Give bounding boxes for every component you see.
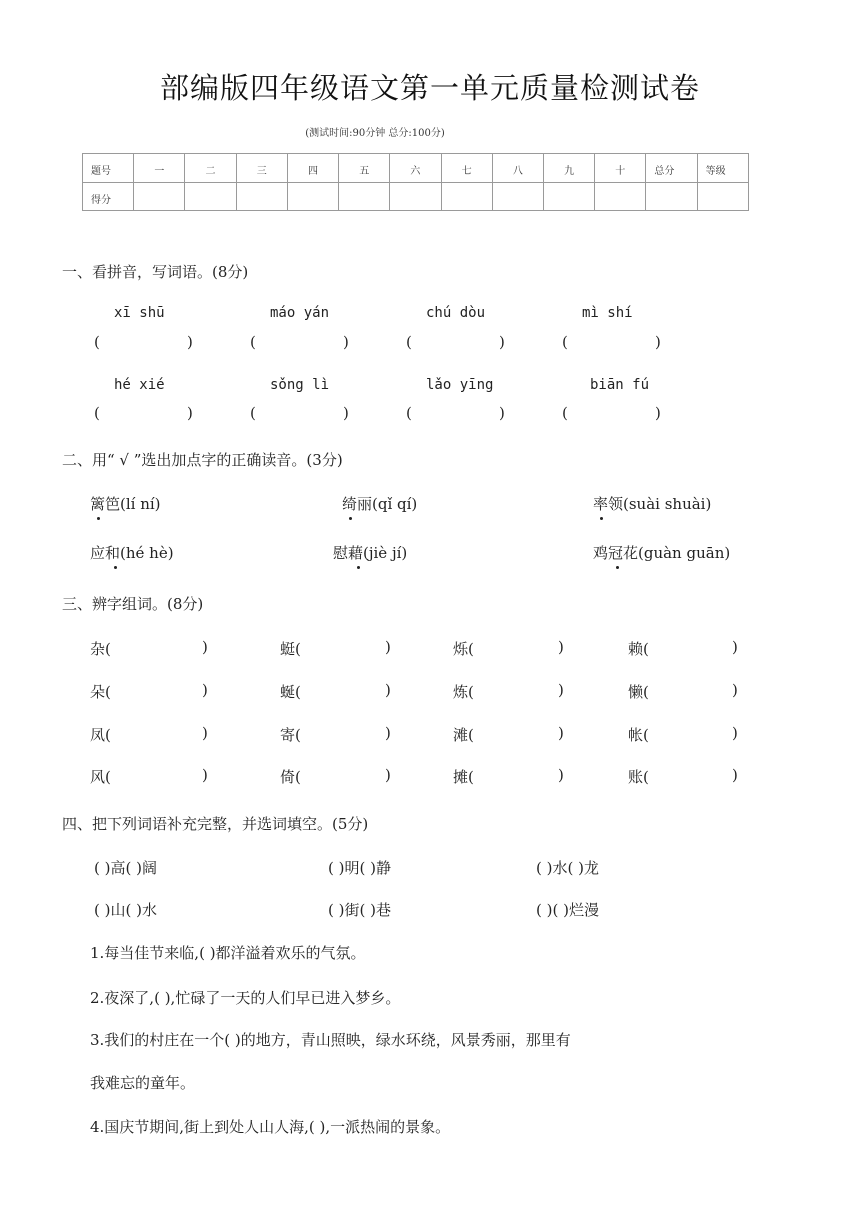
pinyin-item: lǎo yīng — [426, 377, 494, 393]
char-item: 蜓( — [280, 640, 301, 658]
table-cell: 七 — [441, 154, 492, 183]
table-cell: 六 — [390, 154, 441, 183]
score-cell[interactable] — [390, 182, 441, 211]
char-item: 帐( — [628, 726, 649, 744]
answer-close-paren: ) — [385, 638, 391, 656]
table-cell: 八 — [492, 154, 543, 183]
pinyin-item: chú dòu — [426, 305, 486, 321]
table-cell: 四 — [287, 154, 338, 183]
answer-close-paren: ) — [187, 333, 193, 351]
answer-close-paren: ) — [499, 333, 505, 351]
char-item: 账( — [628, 768, 649, 786]
reading-choice-item: 篱笆(lí ní) — [90, 495, 161, 513]
table-cell: 一 — [134, 154, 185, 183]
table-cell: 三 — [236, 154, 287, 183]
answer-open-paren: ( — [406, 333, 412, 351]
score-cell[interactable] — [697, 182, 748, 211]
idiom-blank: ( )街( )巷 — [328, 901, 391, 919]
pinyin-item: xī shū — [114, 305, 165, 321]
char-item: 凤( — [90, 726, 111, 744]
char-item: 寄( — [280, 726, 301, 744]
pinyin-item: sǒng lì — [270, 377, 330, 393]
answer-open-paren: ( — [94, 333, 100, 351]
score-table — [82, 153, 749, 211]
char-item: 懒( — [628, 683, 649, 701]
question-3-continued: 我难忘的童年。 — [90, 1074, 196, 1092]
answer-close-paren: ) — [202, 766, 208, 784]
answer-close-paren: ) — [385, 766, 391, 784]
question-2: 2.夜深了,( ),忙碌了一天的人们早已进入梦乡。 — [90, 989, 401, 1007]
page-title: 部编版四年级语文第一单元质量检测试卷 — [159, 71, 700, 105]
answer-close-paren: ) — [732, 681, 738, 699]
pinyin-item: mì shí — [582, 305, 633, 321]
score-cell[interactable] — [646, 182, 697, 211]
emphasis-dot — [600, 517, 603, 520]
answer-close-paren: ) — [187, 404, 193, 422]
table-row — [83, 182, 749, 211]
answer-close-paren: ) — [558, 681, 564, 699]
emphasis-dot — [349, 517, 352, 520]
answer-close-paren: ) — [202, 638, 208, 656]
section-3-heading: 三、辨字组词。(8分) — [62, 595, 204, 613]
answer-close-paren: ) — [558, 638, 564, 656]
score-cell[interactable] — [441, 182, 492, 211]
answer-open-paren: ( — [250, 404, 256, 422]
char-item: 杂( — [90, 640, 111, 658]
answer-close-paren: ) — [499, 404, 505, 422]
char-item: 炼( — [453, 683, 474, 701]
answer-close-paren: ) — [558, 724, 564, 742]
score-cell[interactable] — [134, 182, 185, 211]
char-item: 风( — [90, 768, 111, 786]
emphasis-dot — [97, 517, 100, 520]
question-3: 3.我们的村庄在一个( )的地方，青山照映，绿水环绕，风景秀丽，那里有 — [90, 1031, 571, 1049]
answer-close-paren: ) — [385, 681, 391, 699]
score-cell[interactable] — [185, 182, 236, 211]
reading-choice-item: 慰藉(jiè jí) — [333, 544, 408, 562]
char-item: 蜒( — [280, 683, 301, 701]
idiom-blank: ( )明( )静 — [328, 859, 391, 877]
char-item: 烁( — [453, 640, 474, 658]
char-item: 摊( — [453, 768, 474, 786]
section-4-heading: 四、把下列词语补充完整，并选词填空。(5分) — [62, 815, 369, 833]
char-item: 赖( — [628, 640, 649, 658]
idiom-blank: ( )山( )水 — [94, 901, 157, 919]
table-cell: 九 — [543, 154, 594, 183]
score-cell[interactable] — [543, 182, 594, 211]
answer-close-paren: ) — [558, 766, 564, 784]
score-cell[interactable] — [492, 182, 543, 211]
question-1: 1.每当佳节来临,( )都洋溢着欢乐的气氛。 — [90, 944, 366, 962]
emphasis-dot — [114, 566, 117, 569]
emphasis-dot — [357, 566, 360, 569]
question-4: 4.国庆节期间,街上到处人山人海,( ),一派热闹的景象。 — [90, 1118, 451, 1136]
score-cell[interactable] — [236, 182, 287, 211]
reading-choice-item: 率领(suài shuài) — [593, 495, 712, 513]
answer-close-paren: ) — [202, 681, 208, 699]
pinyin-item: hé xié — [114, 377, 165, 393]
table-cell: 题号 — [83, 154, 134, 183]
answer-open-paren: ( — [406, 404, 412, 422]
reading-choice-item: 鸡冠花(guàn guān) — [593, 544, 731, 562]
answer-close-paren: ) — [655, 333, 661, 351]
answer-open-paren: ( — [250, 333, 256, 351]
answer-open-paren: ( — [94, 404, 100, 422]
pinyin-item: máo yán — [270, 305, 330, 321]
table-row — [83, 154, 749, 183]
emphasis-dot — [616, 566, 619, 569]
table-cell: 五 — [339, 154, 390, 183]
answer-open-paren: ( — [562, 333, 568, 351]
answer-close-paren: ) — [385, 724, 391, 742]
table-cell: 总分 — [646, 154, 697, 183]
section-1-heading: 一、看拼音，写词语。(8分) — [62, 263, 249, 281]
char-item: 滩( — [453, 726, 474, 744]
table-cell: 二 — [185, 154, 236, 183]
score-cell[interactable] — [339, 182, 390, 211]
answer-close-paren: ) — [202, 724, 208, 742]
table-cell: 等级 — [697, 154, 748, 183]
char-item: 朵( — [90, 683, 111, 701]
table-cell: 十 — [595, 154, 646, 183]
idiom-blank: ( )( )烂漫 — [536, 901, 599, 919]
idiom-blank: ( )水( )龙 — [536, 859, 599, 877]
section-2-heading: 二、用“ √ ”选出加点字的正确读音。(3分) — [62, 451, 343, 469]
idiom-blank: ( )高( )阔 — [94, 859, 157, 877]
answer-close-paren: ) — [343, 333, 349, 351]
reading-choice-item: 应和(hé hè) — [90, 544, 174, 562]
char-item: 倚( — [280, 768, 301, 786]
answer-close-paren: ) — [732, 724, 738, 742]
answer-close-paren: ) — [655, 404, 661, 422]
answer-open-paren: ( — [562, 404, 568, 422]
answer-close-paren: ) — [732, 638, 738, 656]
answer-close-paren: ) — [732, 766, 738, 784]
score-cell[interactable] — [595, 182, 646, 211]
answer-close-paren: ) — [343, 404, 349, 422]
table-cell: 得分 — [83, 182, 134, 211]
score-cell[interactable] — [287, 182, 338, 211]
pinyin-item: biān fú — [590, 377, 650, 393]
reading-choice-item: 绮丽(qǐ qí) — [342, 495, 418, 513]
test-info: (测试时间:90分钟 总分:100分) — [305, 128, 445, 139]
